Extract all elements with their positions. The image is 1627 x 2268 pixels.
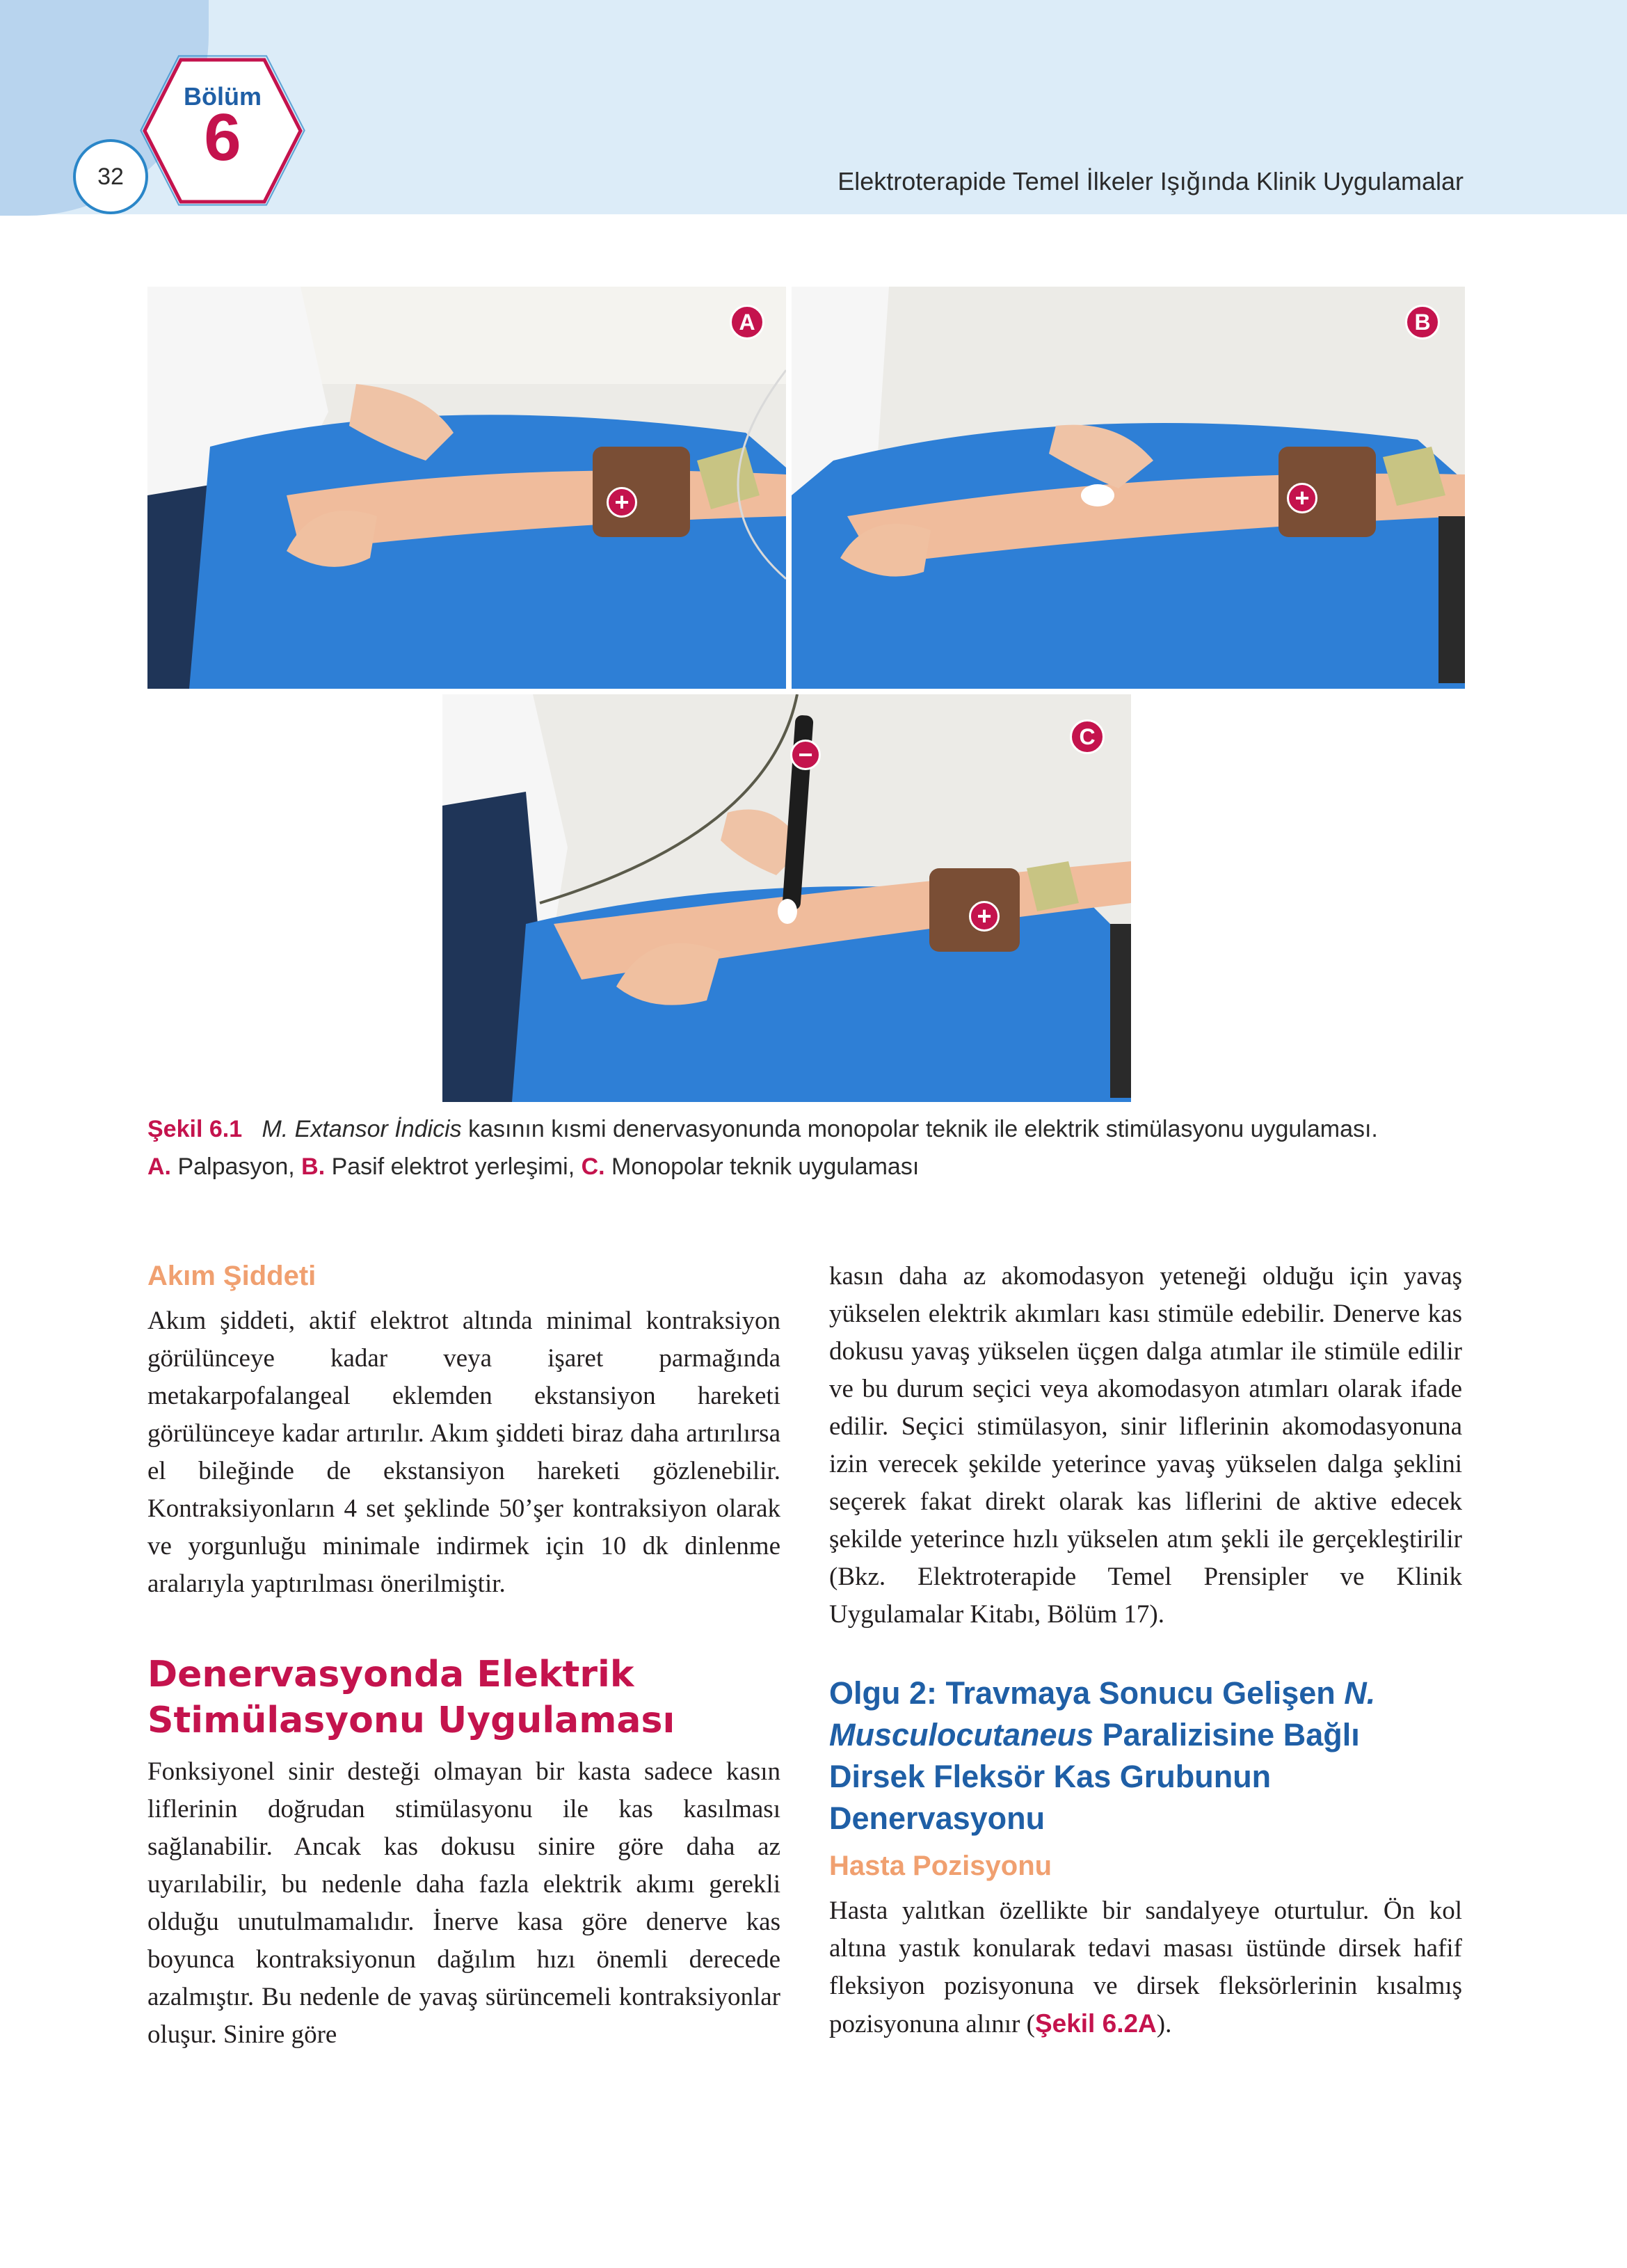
section-title-line-1: Denervasyonda Elektrik: [147, 1654, 634, 1695]
figure-panel-a: [147, 287, 786, 689]
panel-label-b: B: [1405, 305, 1440, 340]
positive-electrode-icon: +: [1287, 483, 1317, 513]
paragraph-current-intensity: Akım şiddeti, aktif elektrot altında minimal kontraksiyon görülünceye kadar veya işaret parmağında metakarpofalangeal eklemden ekstansiyon hareketi görülünceye kadar artırılır. Akım şiddeti biraz daha artırılırsa el bileğinde de ekstansiyon hareketi gözlenebilir. Kontraksiyonların 4 set şeklinde 50’şer kontraksiyon olarak ve yorgunluğu minimale indirmek için 10 dk dinlenme aralarıyla yaptırılması önerilmiştir.: [147, 1307, 780, 1598]
caption-a-label: A.: [147, 1153, 171, 1180]
positive-electrode-icon: +: [969, 901, 1000, 932]
figure-panel-b: [792, 287, 1465, 689]
caption-muscle-name: M. Extansor İndicis: [262, 1116, 462, 1142]
photo-monopolar-technique-illustration: [442, 694, 1131, 1102]
page-number: 32: [73, 139, 148, 214]
case-title-post: Paralizisine Bağlı Dirsek Fleksör Kas Grubunun Denervasyonu: [829, 1717, 1360, 1836]
caption-figure-number: Şekil 6.1: [147, 1116, 243, 1142]
section-title-line-2: Stimülasyonu Uygulaması: [147, 1700, 675, 1741]
panel-label-a: A: [730, 305, 764, 340]
caption-b-text: Pasif elektrot yerleşimi,: [331, 1153, 575, 1180]
panel-label-c: C: [1070, 719, 1105, 754]
figure-panel-c: [442, 694, 1131, 1102]
figure-reference-link[interactable]: Şekil 6.2A: [1034, 2009, 1157, 2038]
case-title-nerve: N. Musculocutaneus: [829, 1675, 1376, 1752]
negative-electrode-icon: −: [790, 740, 821, 770]
photo-passive-electrode-illustration: [792, 287, 1465, 689]
caption-a-text: Palpasyon,: [177, 1153, 295, 1180]
paragraph-patient-position: [829, 1892, 1462, 2043]
patient-position-text: Hasta yalıtkan özellikte bir sandalyeye oturtulur. Ön kol altına yastık konularak tedavi masası üstünde dirsek hafif fleksiyon pozisyonuna ve dirsek fleksörlerinin kısalmış pozisyonuna alınır (: [829, 1896, 1462, 2038]
patient-position-text-end: ).: [1156, 2010, 1172, 2038]
caption-line-2: [147, 1148, 1469, 1185]
running-title: Elektroterapide Temel İlkeler Işığında Klinik Uygulamalar: [837, 167, 1464, 195]
subhead-current-intensity: Akım Şiddeti: [147, 1261, 316, 1291]
case-title: [829, 1672, 1462, 1839]
caption-line-1: [147, 1110, 1469, 1148]
paragraph-accommodation: kasın daha az akomodasyon yeteneği olduğu için yavaş yükselen elektrik akımları kası stimüle edebilir. Denerve kas dokusu yavaş yükselen üçgen dalga atımlar ile stimüle edilir ve bu durum seçici veya akomodasyon atımları olarak ifade edilir. Seçici stimülasyon, sinir liflerinin akomodasyonuna izin verecek şekilde yeterince yavaş yükselen dalga şeklini seçerek fakat direkt olarak kas liflerini de aktive edecek şekilde yeterince hızlı yükselen atım şekli ile gerçekleştirilir (Bkz. Elektroterapide Temel Prensipler ve Klinik Uygulamalar Kitabı, Bölüm 17).: [829, 1262, 1462, 1629]
caption-c-label: C.: [581, 1153, 605, 1180]
left-column: [147, 1258, 780, 2054]
chapter-label: Bölüm: [184, 82, 262, 111]
section-title: [147, 1652, 780, 1743]
case-title-pre: Olgu 2: Travmaya Sonucu Gelişen: [829, 1675, 1345, 1711]
caption-text: kasının kısmi denervasyonunda monopolar teknik ile elektrik stimülasyonu uygulaması.: [468, 1116, 1378, 1142]
positive-electrode-icon: +: [607, 487, 637, 518]
figure-caption: [147, 1110, 1469, 1185]
caption-c-text: Monopolar teknik uygulaması: [611, 1153, 920, 1180]
photo-palpation-illustration: [147, 287, 786, 689]
paragraph-denervation: Fonksiyonel sinir desteği olmayan bir kasta sadece kasın liflerinin doğrudan stimülasyonu ile kas kasılması sağlanabilir. Ancak kas dokusu sinire göre daha az uyarılabilir, bu nedenle daha fazla elektrik akımı gerekli olduğu unutulmamalıdır. İnerve kasa göre denerve kas boyunca kontraksiyonun dağılım hızı önemli derecede azalmıştır. Bu nedenle de yavaş sürüncemeli kontraksiyonlar oluşur. Sinire göre: [147, 1757, 780, 2049]
chapter-number: 6: [204, 100, 241, 175]
right-column: [829, 1258, 1462, 2043]
caption-b-label: B.: [301, 1153, 326, 1180]
subhead-patient-position: Hasta Pozisyonu: [829, 1851, 1052, 1881]
